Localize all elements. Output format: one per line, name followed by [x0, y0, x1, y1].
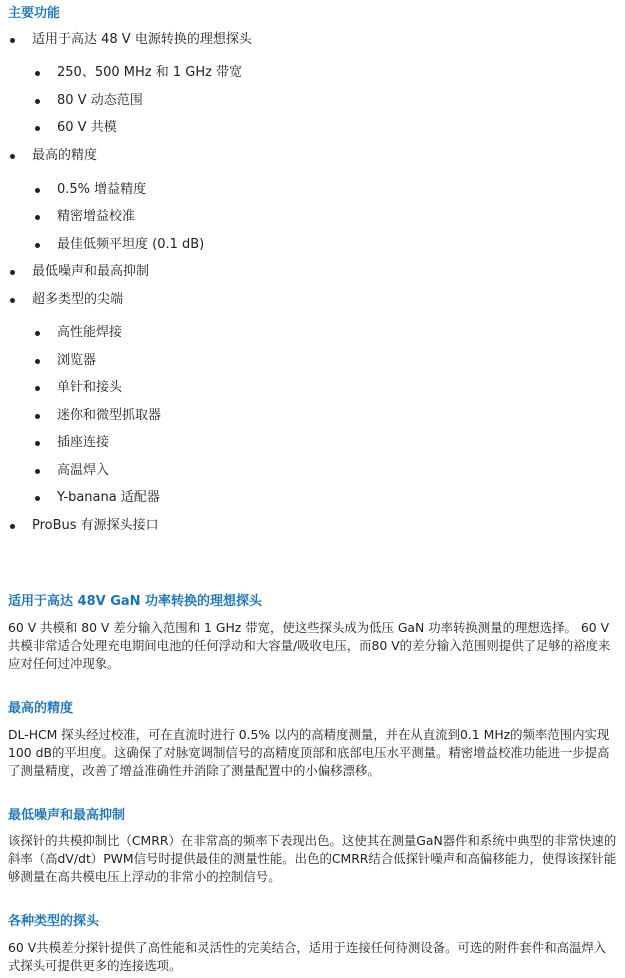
bullet-icon	[35, 386, 40, 391]
bullet-icon	[10, 298, 15, 303]
section-heading: 各种类型的探头	[8, 914, 100, 929]
section-body: 60 V共模差分探针提供了高性能和灵活性的完美结合，适用于连接任何待测设备。可选的附件套件和高温焊入式探头可提供更多的连接选项。	[8, 940, 607, 973]
bullet-icon	[35, 496, 40, 501]
bullet-icon	[35, 331, 40, 336]
bullet-icon	[10, 524, 15, 529]
section-body: 该探针的共模抑制比（CMRR）在非常高的频率下表现出色。这使其在测量GaN器件和系统中典型的非常快速的斜率（高dV/dt）PWM信号时提供最佳的测量性能。出色的CMRR结合低探针噪声和高偏移能力，使得该探针能够测量在高共模电压上浮动的非常小的控制信号。	[8, 833, 617, 884]
bullet-icon	[10, 154, 15, 159]
bullet-icon	[35, 469, 40, 474]
bullet-icon	[35, 126, 40, 131]
bullet-icon	[10, 38, 15, 43]
section-heading: 最高的精度	[8, 701, 74, 716]
section-body: DL-HCM 探头经过校准，可在直流时进行 0.5% 以内的高精度测量，并在从直流到0.1 MHz的频率范围内实现100 dB的平坦度。这确保了对脉宽调制信号的高精度顶部和底部电压水平测量。精密增益校准功能进一步提高了测量精度，改善了增益准确性并消除了测量配置中的小偏移漂移。	[8, 727, 610, 778]
section-body: 60 V 共模和 80 V 差分输入范围和 1 GHz 带宽，使这些探头成为低压 GaN 功率转换测量的理想选择。 60 V 共模非常适合处理充电期间电池的任何浮动和大容量/吸收电压，而80 V的差分输入范围则提供了足够的裕度来应对任何过冲现象。	[8, 620, 611, 671]
bullet-icon	[35, 243, 40, 248]
product-features-page: 主要功能 适用于高达 48 V 电源转换的理想探头 250、500 MHz 和 1 GHz 带宽 80 V 动态范围 60 V 共模 最高的精度 0.5% 增益精度 精密增益校准 最佳低频平坦度 (0.1 dB) 最低噪声和最高抑制 超多类型的尖端 高性能焊接 浏览器 单针和接头 迷你和微型抓取器 插座连接 高温焊入 Y-banana 适配器 ProBus 有源探头接口 适用于高达 48V GaN 功率转换的理想探头 60 V 共模和 80 V 差分输入范围和 1 GHz 带宽，使这些探头成为低压 GaN 功率转换测量的理想选择。 60 V 共模非常适合处理充电期间电池的任何浮动和大容量/吸收电压，而80 V的差分输入范围则提供了足够的裕度来应对任何过冲现象。 最高的精度 DL-HCM 探头经过校准，可在直流时进行 0.5% 以内的高精度测量，并在从直流到0.1 MHz的频率范围内实现100 dB的平坦度。这确保了对脉宽调制信号的高精度顶部和底部电压水平测量。精密增益校准功能进一步提高了测量精度，改善了增益准确性并消除了测量配置中的小偏移漂移。 最低噪声和最高抑制 该探针的共模抑制比（CMRR）在非常高的频率下表现出色。这使其在测量GaN器件和系统中典型的非常快速的斜率（高dV/dt）PWM信号时提供最佳的测量性能。出色的CMRR结合低探针噪声和高偏移能力，使得该探针能够测量在高共模电压上浮动的非常小的控制信号。 各种类型的探头 60 V共模差分探针提供了高性能和灵活性的完美结合，适用于连接任何待测设备。可选的附件套件和高温焊入式探头可提供更多的连接选项。	[0, 0, 625, 978]
section-heading: 适用于高达 48V GaN 功率转换的理想探头	[8, 594, 263, 609]
bullet-icon	[35, 99, 40, 104]
bullet-icon	[35, 414, 40, 419]
bullet-icon	[35, 359, 40, 364]
bullet-icon	[35, 188, 40, 193]
features-heading: 主要功能	[8, 6, 61, 21]
bullet-icon	[35, 71, 40, 76]
bullet-icon	[35, 441, 40, 446]
bullet-icon	[10, 270, 15, 275]
bullet-icon	[35, 215, 40, 220]
section-heading: 最低噪声和最高抑制	[8, 808, 126, 823]
